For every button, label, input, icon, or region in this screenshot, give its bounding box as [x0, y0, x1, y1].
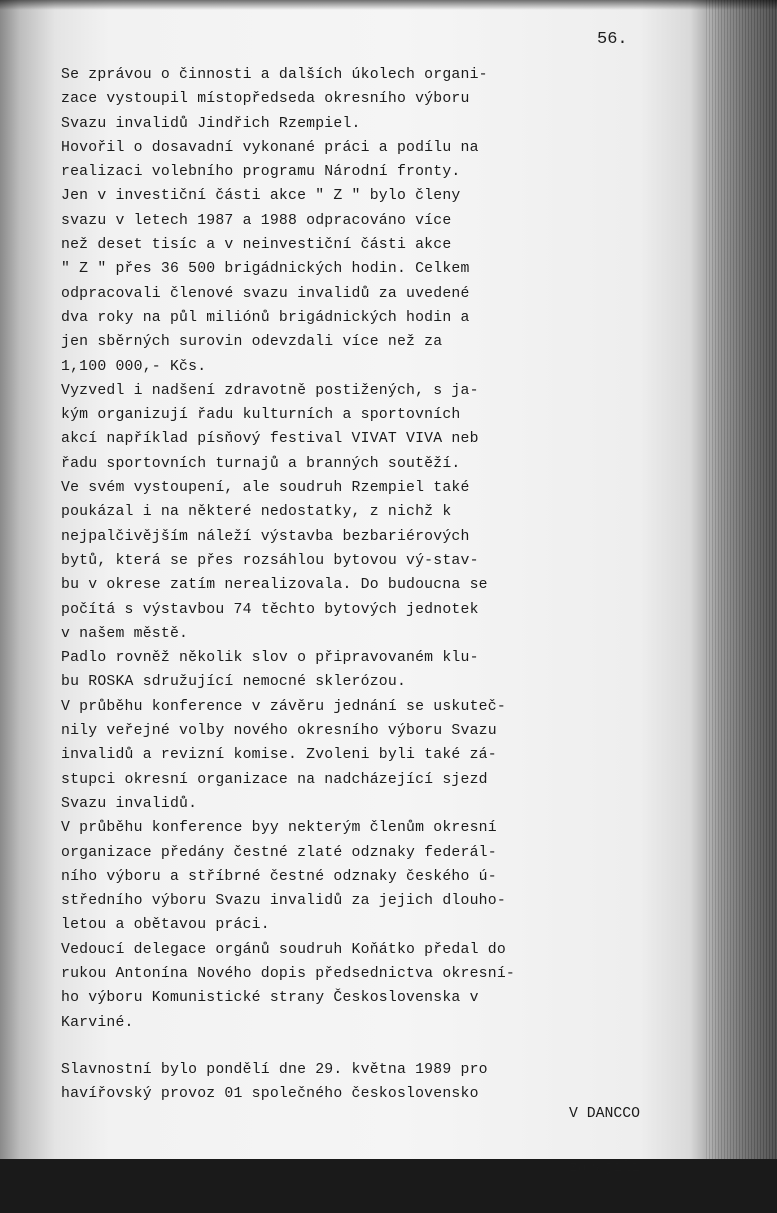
text-line: Karviné. — [61, 1014, 134, 1031]
text-line: invalidů a revizní komise. Zvoleni byli také zá- — [61, 747, 497, 764]
text-line: Padlo rovněž několik slov o připravovaném klu- — [61, 650, 479, 667]
text-line: bu v okrese zatím nerealizovala. Do budoucna se — [61, 577, 488, 594]
text-line: Hovořil o dosavadní vykonané práci a podílu na — [61, 139, 479, 156]
text-line: řadu sportovních turnajů a branných soutěží. — [61, 455, 461, 472]
text-line: " Z " přes 36 500 brigádnických hodin. Celkem — [61, 261, 470, 278]
text-line: rukou Antonína Nového dopis předsednictva okresní- — [61, 965, 515, 982]
text-line: akcí například písňový festival VIVAT VIVA neb — [61, 431, 479, 448]
text-line: havířovský provoz 01 společného československo — [61, 1086, 479, 1103]
text-line: dva roky na půl miliónů brigádnických hodin a — [61, 309, 470, 326]
text-line: letou a obětavou práci. — [61, 917, 270, 934]
text-line: nejpalčivějším náleží výstavba bezbariérových — [61, 528, 470, 545]
text-line: nily veřejné volby nového okresního výboru Svazu — [61, 723, 497, 740]
text-line: realizaci volebního programu Národní fronty. — [61, 164, 461, 181]
text-line: Slavnostní bylo pondělí dne 29. května 1989 pro — [61, 1061, 488, 1078]
text-line: kým organizují řadu kulturních a sportovních — [61, 407, 461, 424]
page-number: 56. — [597, 30, 628, 49]
text-line: Se zprávou o činnosti a dalších úkolech organi- — [61, 67, 488, 83]
margin-note — [569, 1069, 640, 1213]
text-line: středního výboru Svazu invalidů za jejich dlouho- — [61, 893, 506, 910]
text-line: bytů, která se přes rozsáhlou bytovou vý-stav- — [61, 552, 479, 569]
body-text — [61, 63, 541, 1106]
text-line: Svazu invalidů. — [61, 795, 198, 812]
text-line: svazu v letech 1987 a 1988 odpracováno více — [61, 212, 452, 229]
text-line: Ve svém vystoupení, ale soudruh Rzempiel také — [61, 480, 470, 497]
text-line: Vyzvedl i nadšení zdravotně postižených, s ja- — [61, 382, 479, 399]
margin-note-line: V DANCCO — [569, 1106, 641, 1122]
text-line: V průběhu konference v závěru jednání se uskuteč- — [61, 698, 506, 715]
text-line: V průběhu konference byy nekterým členům okresní — [61, 820, 497, 837]
text-line: počítá s výstavbou 74 těchto bytových jednotek — [61, 601, 479, 618]
text-line: bu ROSKA sdružující nemocné sklerózou. — [61, 674, 407, 691]
text-line: zace vystoupil místopředseda okresního výboru — [61, 91, 470, 108]
text-line: stupci okresní organizace na nadcházející sjezd — [61, 771, 488, 788]
text-line: v našem městě. — [61, 625, 189, 642]
text-line: organizace předány čestné zlaté odznaky federál- — [61, 844, 497, 861]
scan-shadow — [0, 0, 777, 10]
text-line: jen sběrných surovin odevzdali více než za — [61, 334, 443, 351]
text-line: ního výboru a stříbrné čestné odznaky českého ú- — [61, 868, 497, 885]
text-line: Jen v investiční části akce " Z " bylo členy — [61, 188, 461, 205]
margin-note-line: zahájili — [569, 1160, 641, 1176]
text-line: Vedoucí delegace orgánů soudruh Koňátko předal do — [61, 941, 506, 958]
text-line: ho výboru Komunistické strany Československa v — [61, 990, 479, 1007]
text-line: Svazu invalidů Jindřich Rzempiel. — [61, 115, 361, 132]
page-edge-stack — [706, 0, 777, 1159]
text-line: odpracovali členové svazu invalidů za uvedené — [61, 285, 470, 302]
text-line: poukázal i na některé nedostatky, z nichž k — [61, 504, 452, 521]
text-line: 1,100 000,- Kčs. — [61, 358, 207, 375]
text-line: než deset tisíc a v neinvestiční části akce — [61, 237, 452, 254]
